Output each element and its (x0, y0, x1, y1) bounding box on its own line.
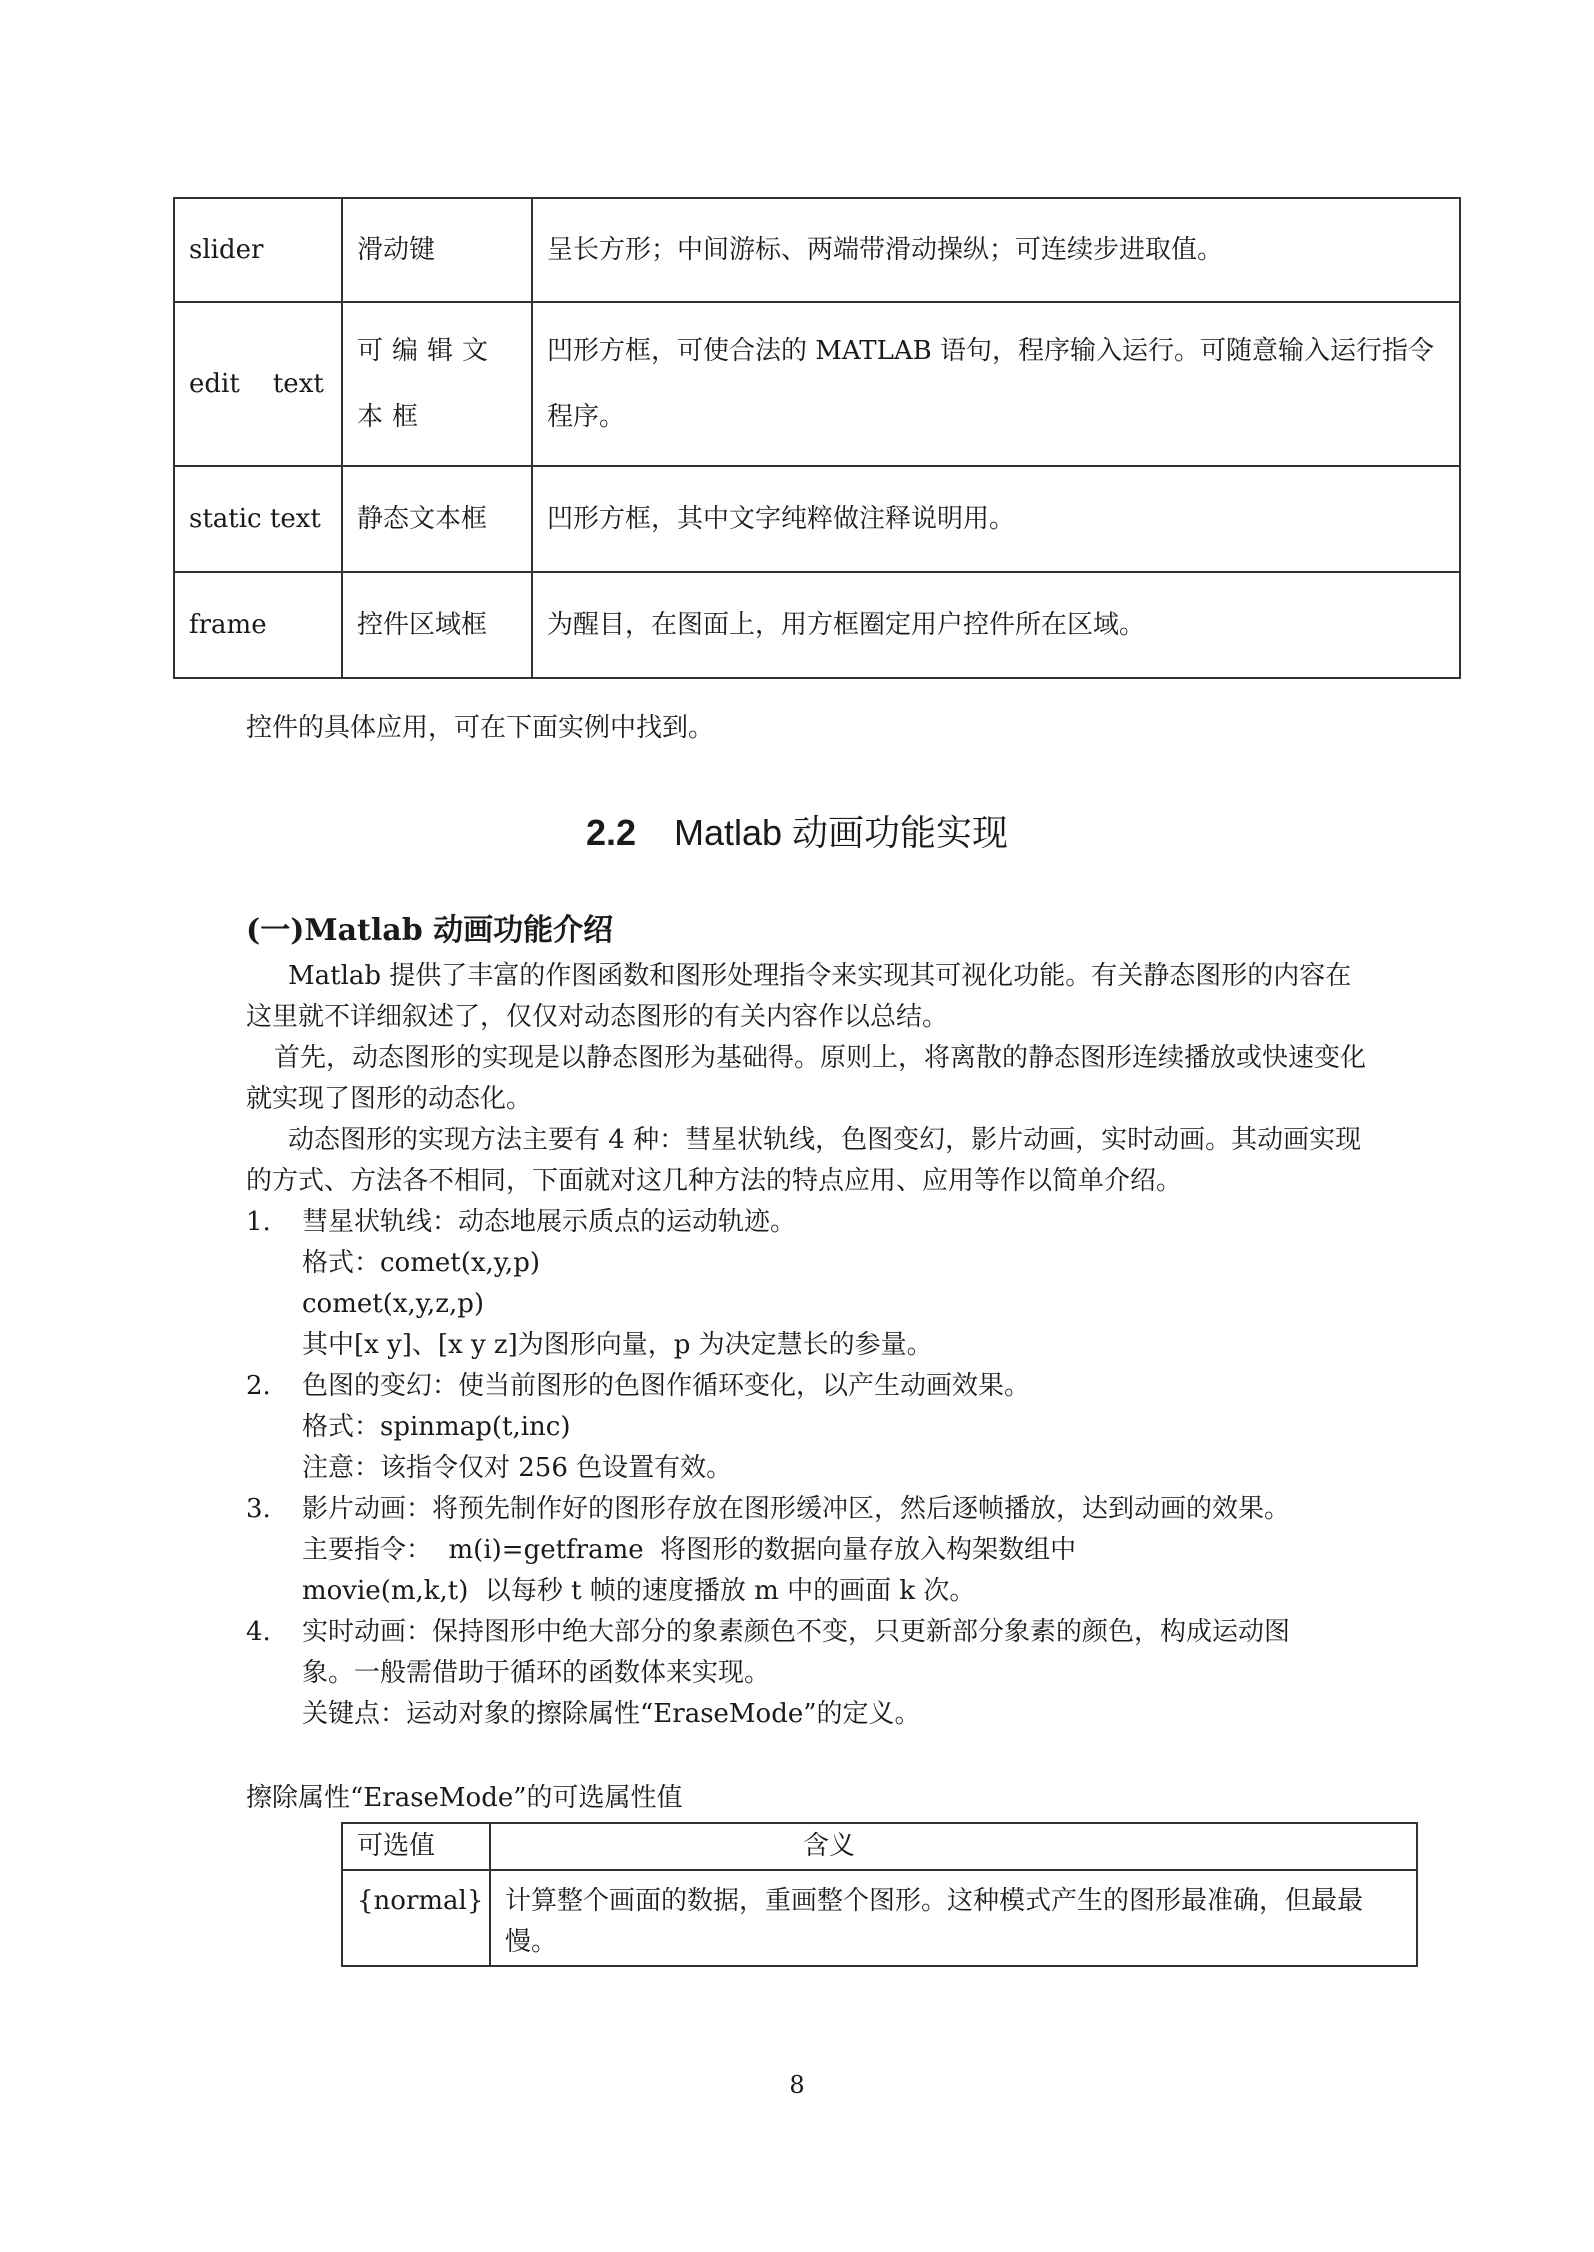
control-name: frame (174, 572, 342, 678)
controls-table (173, 197, 1461, 679)
paragraph: 首先，动态图形的实现是以静态图形为基础得。原则上，将离散的静态图形连续播放或快速变化就实现了图形的动态化。 (246, 1043, 1367, 1114)
list-line: 主要指令： m(i)=getframe 将图形的数据向量存放入构架数组中 (302, 1535, 1077, 1565)
control-name: slider (174, 198, 342, 302)
list-line: 影片动画：将预先制作好的图形存放在图形缓冲区，然后逐帧播放，达到动画的效果。 (302, 1494, 1291, 1524)
control-description: 凹形方框，可使合法的 MATLAB 语句，程序输入运行。可随意输入运行指令程序。 (532, 302, 1460, 466)
list-line: 彗星状轨线：动态地展示质点的运动轨迹。 (302, 1207, 797, 1237)
erase-value: {normal} (342, 1870, 490, 1966)
control-cn-name: 控件区域框 (342, 572, 532, 678)
paragraph: 动态图形的实现方法主要有 4 种：彗星状轨线，色图变幻，影片动画，实时动画。其动画实现的方式、方法各不相同，下面就对这几种方法的特点应用、应用等作以简单介绍。 (246, 1125, 1362, 1196)
table-row (174, 572, 1460, 678)
section-heading (0, 808, 1594, 858)
control-cn-name: 可编辑文本框 (342, 302, 532, 466)
erase-mode-table (341, 1822, 1418, 1967)
erase-table-caption: 擦除属性“EraseMode”的可选属性值 (246, 1783, 683, 1813)
column-header: 含义 (490, 1823, 1417, 1870)
column-header: 可选值 (342, 1823, 490, 1870)
control-name: edit text (174, 302, 342, 466)
list-line: comet(x,y,z,p) (302, 1289, 485, 1319)
table-row (174, 198, 1460, 302)
list-line: 关键点：运动对象的擦除属性“EraseMode”的定义。 (302, 1699, 921, 1729)
table-row (174, 302, 1460, 466)
table-row (174, 466, 1460, 572)
page-number: 8 (789, 2071, 805, 2099)
after-table-text: 控件的具体应用，可在下面实例中找到。 (246, 713, 715, 743)
list-line: 实时动画：保持图形中绝大部分的象素颜色不变，只更新部分象素的颜色，构成运动图 (302, 1617, 1291, 1647)
list-number: 2. (246, 1371, 271, 1401)
list-number: 4. (246, 1617, 271, 1647)
subsection-heading: (一)Matlab 动画功能介绍 (246, 913, 614, 948)
list-number: 1. (246, 1207, 271, 1237)
list-line: movie(m,k,t) 以每秒 t 帧的速度播放 m 中的画面 k 次。 (302, 1576, 976, 1606)
section-number: 2.2 (585, 812, 636, 853)
list-line: 其中[x y]、[x y z]为图形向量，p 为决定慧长的参量。 (302, 1330, 933, 1360)
table-header-row (342, 1823, 1417, 1870)
list-line: 格式：spinmap(t,inc) (302, 1412, 571, 1442)
control-name: static text (174, 466, 342, 572)
control-description: 呈长方形；中间游标、两端带滑动操纵；可连续步进取值。 (532, 198, 1460, 302)
list-line: 色图的变幻：使当前图形的色图作循环变化，以产生动画效果。 (302, 1371, 1031, 1401)
section-title: Matlab 动画功能实现 (673, 812, 1009, 853)
list-number: 3. (246, 1494, 271, 1524)
control-cn-name: 滑动键 (342, 198, 532, 302)
list-line: 格式：comet(x,y,p) (302, 1248, 541, 1278)
erase-meaning: 计算整个画面的数据，重画整个图形。这种模式产生的图形最准确，但最最慢。 (490, 1870, 1417, 1966)
list-line: 象。一般需借助于循环的函数体来实现。 (302, 1658, 771, 1688)
table-row (342, 1870, 1417, 1966)
list-line: 注意：该指令仅对 256 色设置有效。 (302, 1453, 733, 1483)
control-description: 凹形方框，其中文字纯粹做注释说明用。 (532, 466, 1460, 572)
paragraph: Matlab 提供了丰富的作图函数和图形处理指令来实现其可视化功能。有关静态图形的内容在这里就不详细叙述了，仅仅对动态图形的有关内容作以总结。 (246, 961, 1352, 1032)
control-cn-name: 静态文本框 (342, 466, 532, 572)
control-description: 为醒目，在图面上，用方框圈定用户控件所在区域。 (532, 572, 1460, 678)
